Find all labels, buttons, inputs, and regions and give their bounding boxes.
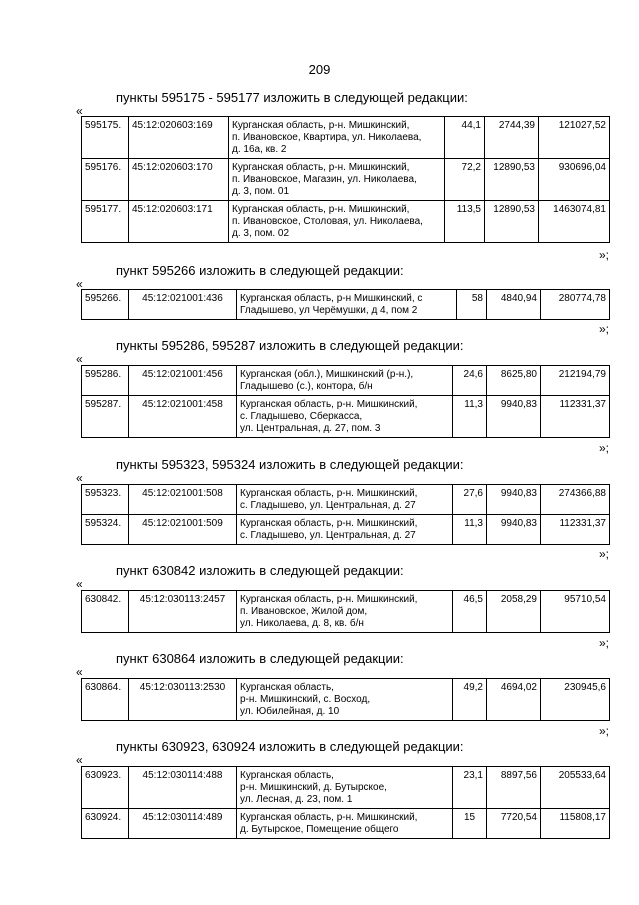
specific-value: 9940,83 xyxy=(487,515,541,545)
address-line: п. Ивановское, Квартира, ул. Николаева, xyxy=(232,132,422,143)
area: 11,3 xyxy=(453,515,487,545)
row-number: 595266. xyxy=(82,290,129,320)
address-line: Курганская область, xyxy=(240,682,334,693)
specific-value: 8897,56 xyxy=(487,767,541,809)
section-intro: пункт 630842 изложить в следующей редакции: xyxy=(116,563,404,578)
address-line: Курганская область, р-н. Мишкинский, xyxy=(232,120,410,131)
close-quote: »; xyxy=(598,547,609,561)
address xyxy=(237,396,453,438)
address xyxy=(237,485,453,515)
address-line: Курганская область, xyxy=(240,770,334,781)
address xyxy=(237,290,457,320)
cadastral-number: 45:12:020603:171 xyxy=(129,201,229,243)
address xyxy=(237,767,453,809)
row-number: 595177. xyxy=(82,201,129,243)
specific-value: 8625,80 xyxy=(487,366,541,396)
cadastral-cost: 212194,79 xyxy=(541,366,610,396)
address-line: Курганская (обл.), Мишкинский (р-н.), xyxy=(240,369,414,380)
address xyxy=(229,117,445,159)
address-line: р-н. Мишкинский, д. Бутырское, xyxy=(240,782,387,793)
cadastral-table xyxy=(81,289,610,320)
cadastral-number: 45:12:020603:170 xyxy=(129,159,229,201)
address-line: с. Гладышево, ул. Центральная, д. 27 xyxy=(240,530,416,541)
section-intro: пункты 630923, 630924 изложить в следующей редакции: xyxy=(116,739,464,754)
area: 44,1 xyxy=(445,117,485,159)
area: 24,6 xyxy=(453,366,487,396)
specific-value: 4840,94 xyxy=(487,290,541,320)
section-intro: пункты 595175 - 595177 изложить в следующей редакции: xyxy=(116,90,468,105)
area: 72,2 xyxy=(445,159,485,201)
cadastral-cost: 112331,37 xyxy=(541,515,610,545)
address xyxy=(229,159,445,201)
cadastral-table xyxy=(81,678,610,721)
table-row xyxy=(82,767,610,809)
close-quote: »; xyxy=(598,248,609,262)
area: 15 xyxy=(453,809,487,839)
cadastral-cost: 1463074,81 xyxy=(539,201,610,243)
address xyxy=(237,809,453,839)
address-line: ул. Лесная, д. 23, пом. 1 xyxy=(240,794,353,805)
row-number: 630924. xyxy=(82,809,129,839)
table-row xyxy=(82,290,610,320)
close-quote: »; xyxy=(598,322,609,336)
specific-value: 9940,83 xyxy=(487,485,541,515)
row-number: 595175. xyxy=(82,117,129,159)
table-row xyxy=(82,679,610,721)
address-line: ул. Юбилейная, д. 10 xyxy=(240,706,340,717)
close-quote: »; xyxy=(598,724,609,738)
address xyxy=(229,201,445,243)
table-row xyxy=(82,366,610,396)
area: 113,5 xyxy=(445,201,485,243)
address-line: п. Ивановское, Жилой дом, xyxy=(240,606,368,617)
address xyxy=(237,591,453,633)
row-number: 595286. xyxy=(82,366,129,396)
cadastral-number: 45:12:021001:436 xyxy=(129,290,237,320)
address-line: Курганская область, р-н. Мишкинский, xyxy=(240,399,418,410)
section-intro: пункты 595323, 595324 изложить в следующей редакции: xyxy=(116,457,464,472)
area: 27,6 xyxy=(453,485,487,515)
specific-value: 4694,02 xyxy=(487,679,541,721)
cadastral-cost: 280774,78 xyxy=(541,290,610,320)
open-quote: « xyxy=(76,577,83,591)
cadastral-number: 45:12:020603:169 xyxy=(129,117,229,159)
section-intro: пункт 595266 изложить в следующей редакции: xyxy=(116,263,404,278)
open-quote: « xyxy=(76,104,83,118)
address xyxy=(237,515,453,545)
address-line: п. Ивановское, Столовая, ул. Николаева, xyxy=(232,216,423,227)
open-quote: « xyxy=(76,665,83,679)
table-row xyxy=(82,809,610,839)
address-line: р-н. Мишкинский, с. Восход, xyxy=(240,694,371,705)
row-number: 595323. xyxy=(82,485,129,515)
address-line: Курганская область, р-н. Мишкинский, xyxy=(240,812,418,823)
address-line: Курганская область, р-н Мишкинский, с xyxy=(240,293,423,304)
row-number: 595287. xyxy=(82,396,129,438)
open-quote: « xyxy=(76,277,83,291)
cadastral-table xyxy=(81,116,610,243)
area: 11,3 xyxy=(453,396,487,438)
address-line: ул. Николаева, д. 8, кв. б/н xyxy=(240,618,364,629)
close-quote: »; xyxy=(598,636,609,650)
address-line: д. Бутырское, Помещение общего xyxy=(240,824,399,835)
area: 58 xyxy=(457,290,487,320)
area: 49,2 xyxy=(453,679,487,721)
cadastral-cost: 95710,54 xyxy=(541,591,610,633)
address-line: д. 3, пом. 02 xyxy=(232,228,290,239)
table-row xyxy=(82,159,610,201)
table-row xyxy=(82,515,610,545)
address-line: с. Гладышево, ул. Центральная, д. 27 xyxy=(240,500,416,511)
table-row xyxy=(82,591,610,633)
cadastral-table xyxy=(81,766,610,839)
address-line: Гладышево (с.), контора, б/н xyxy=(240,381,373,392)
specific-value: 7720,54 xyxy=(487,809,541,839)
cadastral-number: 45:12:030114:489 xyxy=(129,809,237,839)
open-quote: « xyxy=(76,352,83,366)
section-intro: пункты 595286, 595287 изложить в следующей редакции: xyxy=(116,338,464,353)
row-number: 630864. xyxy=(82,679,129,721)
cadastral-number: 45:12:021001:458 xyxy=(129,396,237,438)
address-line: п. Ивановское, Магазин, ул. Николаева, xyxy=(232,174,417,185)
cadastral-number: 45:12:021001:508 xyxy=(129,485,237,515)
area: 23,1 xyxy=(453,767,487,809)
specific-value: 2744,39 xyxy=(485,117,539,159)
cadastral-cost: 112331,37 xyxy=(541,396,610,438)
cadastral-number: 45:12:030113:2457 xyxy=(129,591,237,633)
open-quote: « xyxy=(76,471,83,485)
cadastral-cost: 121027,52 xyxy=(539,117,610,159)
table-row xyxy=(82,396,610,438)
specific-value: 2058,29 xyxy=(487,591,541,633)
cadastral-cost: 115808,17 xyxy=(541,809,610,839)
row-number: 630842. xyxy=(82,591,129,633)
cadastral-cost: 205533,64 xyxy=(541,767,610,809)
table-row xyxy=(82,485,610,515)
cadastral-number: 45:12:030114:488 xyxy=(129,767,237,809)
row-number: 630923. xyxy=(82,767,129,809)
cadastral-cost: 230945,6 xyxy=(541,679,610,721)
cadastral-cost: 274366,88 xyxy=(541,485,610,515)
address-line: ул. Центральная, д. 27, пом. 3 xyxy=(240,423,381,434)
page-number: 209 xyxy=(308,62,331,77)
specific-value: 9940,83 xyxy=(487,396,541,438)
close-quote: »; xyxy=(598,441,609,455)
address xyxy=(237,366,453,396)
table-row xyxy=(82,117,610,159)
specific-value: 12890,53 xyxy=(485,201,539,243)
cadastral-table xyxy=(81,484,610,545)
address-line: д. 3, пом. 01 xyxy=(232,186,290,197)
address-line: Курганская область, р-н. Мишкинский, xyxy=(240,594,418,605)
address-line: Курганская область, р-н. Мишкинский, xyxy=(240,518,418,529)
section-intro: пункт 630864 изложить в следующей редакции: xyxy=(116,651,404,666)
table-row xyxy=(82,201,610,243)
cadastral-cost: 930696,04 xyxy=(539,159,610,201)
specific-value: 12890,53 xyxy=(485,159,539,201)
cadastral-number: 45:12:030113:2530 xyxy=(129,679,237,721)
address-line: Курганская область, р-н. Мишкинский, xyxy=(232,162,410,173)
address xyxy=(237,679,453,721)
cadastral-table xyxy=(81,590,610,633)
area: 46,5 xyxy=(453,591,487,633)
row-number: 595176. xyxy=(82,159,129,201)
address-line: Курганская область, р-н. Мишкинский, xyxy=(232,204,410,215)
address-line: д. 16а, кв. 2 xyxy=(232,144,287,155)
cadastral-number: 45:12:021001:509 xyxy=(129,515,237,545)
open-quote: « xyxy=(76,753,83,767)
row-number: 595324. xyxy=(82,515,129,545)
cadastral-table xyxy=(81,365,610,438)
address-line: Курганская область, р-н. Мишкинский, xyxy=(240,488,418,499)
cadastral-number: 45:12:021001:456 xyxy=(129,366,237,396)
address-line: Гладышево, ул Черёмушки, д 4, пом 2 xyxy=(240,305,418,316)
address-line: с. Гладышево, Сберкасса, xyxy=(240,411,363,422)
